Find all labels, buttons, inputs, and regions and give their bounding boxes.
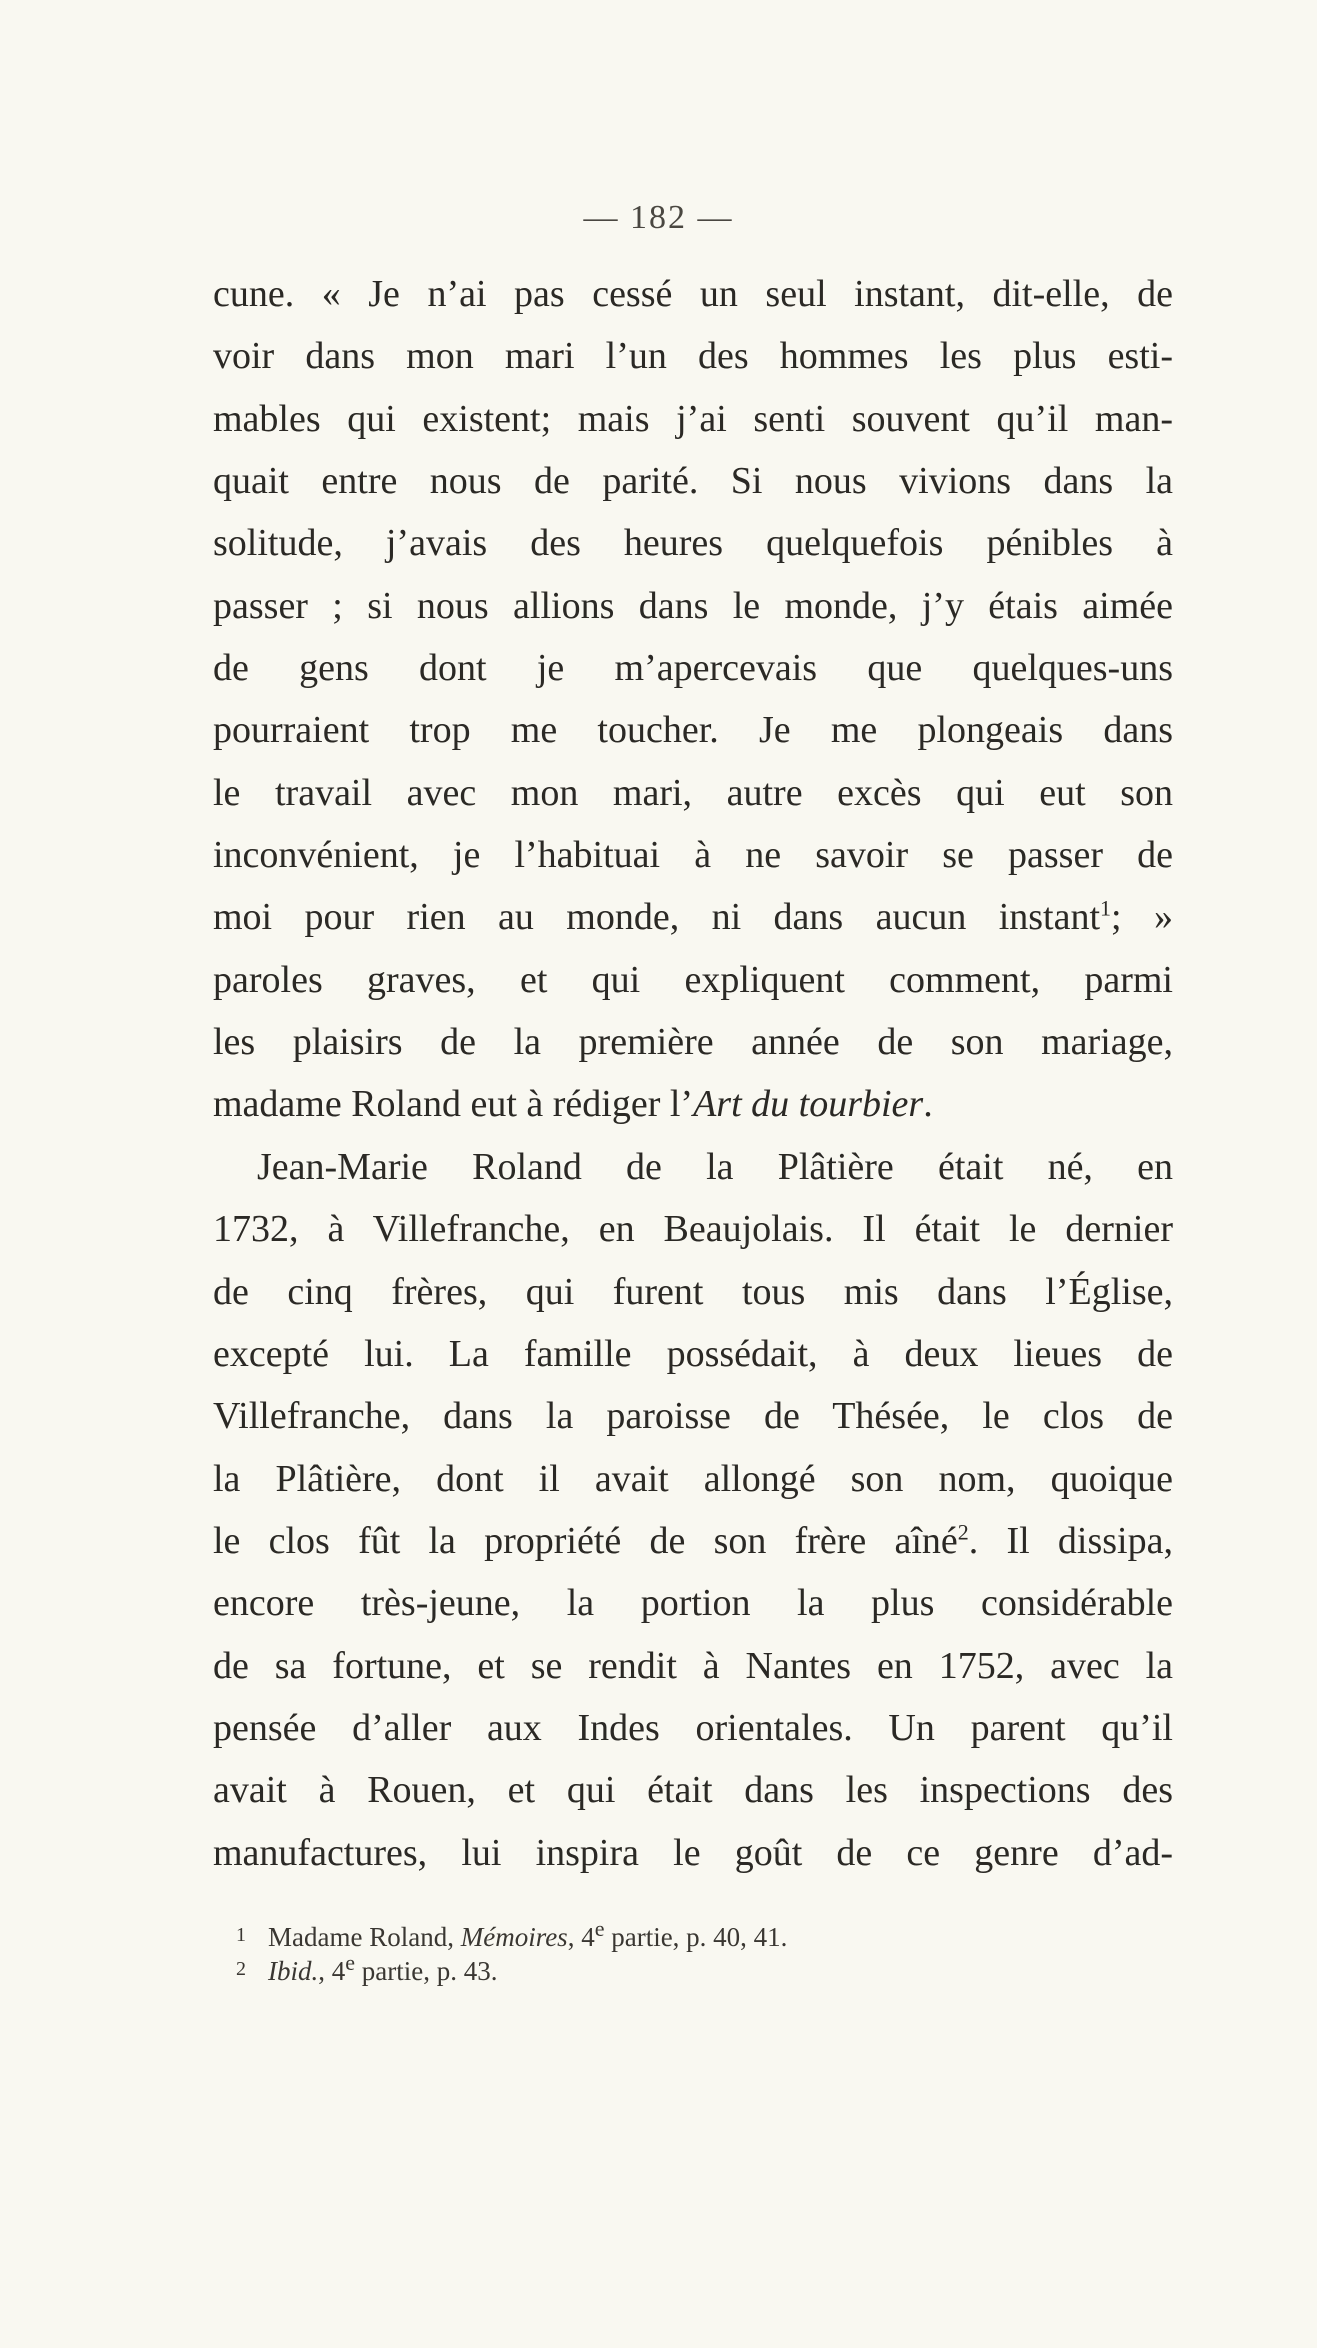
- footnote-2: [236, 1950, 1136, 1988]
- text-line: quait entre nous de parité. Si nous vivions dans la: [213, 460, 1173, 503]
- body-text: [213, 263, 1173, 1884]
- book-title: Art du tourbier: [693, 1083, 924, 1126]
- line-text: .: [923, 1083, 933, 1126]
- footnotes: [236, 1916, 1136, 1988]
- line-text: moi pour rien au monde, ni dans aucun instant: [213, 896, 1101, 939]
- footnote-text: , 4: [567, 1922, 595, 1952]
- text-line: inconvénient, je l’habituai à ne savoir se passer de: [213, 834, 1173, 877]
- text-line: de cinq frères, qui furent tous mis dans l’Église,: [213, 1270, 1173, 1313]
- text-line-with-footnote-ref: [213, 1510, 1173, 1572]
- text-line: voir dans mon mari l’un des hommes les plus esti-: [213, 335, 1173, 378]
- text-line-with-footnote-ref: [213, 886, 1173, 948]
- footnote-superscript: e: [594, 1916, 605, 1941]
- text-line: manufactures, lui inspira le goût de ce genre d’ad-: [213, 1831, 1173, 1874]
- footnote-ref: 2: [957, 1519, 969, 1545]
- text-line: solitude, j’avais des heures quelquefois pénibles à: [213, 522, 1173, 565]
- text-line: les plaisirs de la première année de son mariage,: [213, 1021, 1173, 1064]
- text-line: le travail avec mon mari, autre excès qui eut son: [213, 771, 1173, 814]
- text-line: paroles graves, et qui expliquent comment, parmi: [213, 958, 1173, 1001]
- text-line: pensée d’aller aux Indes orientales. Un parent qu’il: [213, 1706, 1173, 1749]
- text-line: Villefranche, dans la paroisse de Thésée, le clos de: [213, 1395, 1173, 1438]
- text-line: cune. « Je n’ai pas cessé un seul instant, dit-elle, de: [213, 273, 1173, 315]
- line-text: madame Roland eut à rédiger l’: [213, 1083, 694, 1126]
- text-line: encore très-jeune, la portion la plus considérable: [213, 1582, 1173, 1625]
- line-text: . Il dissipa,: [968, 1519, 1173, 1562]
- text-line: pourraient trop me toucher. Je me plongeais dans: [213, 709, 1173, 752]
- footnote-work-title: Mémoires: [460, 1922, 568, 1952]
- text-line: excepté lui. La famille possédait, à deux lieues de: [213, 1332, 1173, 1375]
- footnote-mark: 2: [236, 1958, 246, 1980]
- line-text: ; »: [1111, 896, 1173, 939]
- text-line: passer ; si nous allions dans le monde, j’y étais aimée: [213, 584, 1173, 627]
- text-line: 1732, à Villefranche, en Beaujolais. Il était le dernier: [213, 1208, 1173, 1251]
- footnote-text: , 4: [318, 1956, 346, 1986]
- line-text: le clos fût la propriété de son frère aîné: [213, 1519, 958, 1562]
- footnote-text: partie, p. 40, 41.: [604, 1922, 788, 1952]
- footnote-superscript: e: [345, 1950, 356, 1975]
- text-line: la Plâtière, dont il avait allongé son nom, quoique: [213, 1457, 1173, 1500]
- text-line-last: [213, 1073, 1173, 1135]
- text-line: mables qui existent; mais j’ai senti souvent qu’il man-: [213, 397, 1173, 440]
- text-line: de gens dont je m’apercevais que quelques-uns: [213, 647, 1173, 690]
- paragraph-1: [213, 263, 1173, 1136]
- paragraph-2: [213, 1136, 1173, 1884]
- footnote-ref: 1: [1100, 895, 1112, 921]
- footnote-1: [236, 1916, 1136, 1954]
- text-line: de sa fortune, et se rendit à Nantes en 1752, avec la: [213, 1644, 1173, 1687]
- text-line-indented: Jean-Marie Roland de la Plâtière était né, en: [257, 1145, 1173, 1188]
- footnote-text: Madame Roland,: [268, 1922, 461, 1952]
- footnote-mark: 1: [236, 1924, 246, 1946]
- footnote-text: partie, p. 43.: [355, 1956, 498, 1986]
- footnote-work-title: Ibid.: [268, 1956, 319, 1986]
- page-number: — 182 —: [583, 199, 734, 236]
- text-line: avait à Rouen, et qui était dans les inspections des: [213, 1769, 1173, 1812]
